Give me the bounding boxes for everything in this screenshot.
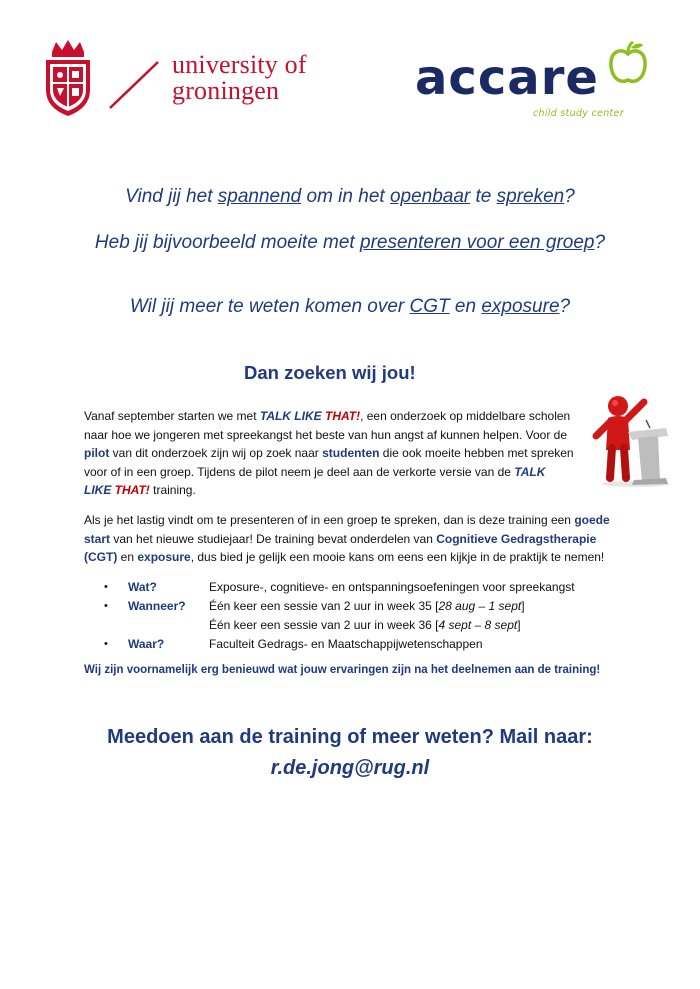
divider-slash-icon — [104, 58, 164, 112]
training-paragraph — [84, 511, 624, 567]
text: training. — [149, 483, 196, 497]
bullet: • — [104, 600, 108, 612]
q1-underlined: spannend — [217, 186, 302, 207]
accare-subtitle: child study center — [533, 108, 624, 119]
value-text: ] — [521, 599, 525, 613]
q2-part: Heb jij bijvoorbeeld moeite met — [94, 232, 360, 253]
q1-underlined: spreken — [496, 186, 565, 207]
text: die ook moeite hebben met spreken voor of in een groep. Tijdens de pilot neem je deel aan de verkorte versie van de — [84, 446, 574, 479]
value-text: Één keer een sessie van 2 uur in week 35 [ — [209, 599, 439, 613]
question-1 — [0, 186, 700, 208]
date-range: 28 aug – 1 sept — [438, 599, 522, 613]
rug-wordmark-line1: university of — [172, 50, 307, 79]
item-value: Faculteit Gedrags- en Maatschappijwetenschappen — [209, 637, 483, 651]
university-crest-icon — [42, 38, 94, 118]
q1-part: om in het — [301, 186, 390, 207]
studenten-emphasis: studenten — [322, 446, 380, 460]
seeking-heading: Dan zoeken wij jou! — [244, 362, 416, 383]
exposure-emphasis: exposure — [137, 550, 191, 564]
text: van dit onderzoek zijn wij op zoek naar — [109, 446, 323, 460]
speaker-podium-icon — [588, 388, 678, 488]
item-label: Wanneer? — [128, 599, 186, 613]
rug-wordmark — [172, 52, 307, 104]
pilot-emphasis: pilot — [84, 446, 110, 460]
q2-underlined: presenteren voor een groep — [360, 232, 595, 253]
email-link[interactable]: r.de.jong@rug.nl — [270, 757, 430, 779]
cgt-emphasis: Cognitieve Gedragstherapie (CGT) — [84, 531, 597, 564]
item-value — [209, 616, 521, 635]
call-to-action — [0, 726, 700, 780]
that: THAT! — [324, 409, 361, 423]
q3-part: ? — [559, 296, 571, 317]
talk-like: TALK LIKE — [259, 409, 325, 423]
cta-text: Meedoen aan de training of meer weten? Mail naar: — [107, 726, 593, 748]
q1-underlined: openbaar — [389, 186, 471, 207]
item-value — [209, 597, 525, 616]
q3-part: en — [449, 296, 482, 317]
date-range: 4 sept – 8 sept — [438, 618, 518, 632]
item-label: Wat? — [128, 580, 157, 594]
bullet: • — [104, 638, 108, 650]
text: en — [117, 550, 138, 564]
question-2 — [0, 232, 700, 254]
value-text: Één keer een sessie van 2 uur in week 36 [ — [209, 618, 439, 632]
q1-part: ? — [564, 186, 575, 207]
goede-start-emphasis: goede start — [84, 513, 610, 546]
q1-part: te — [470, 186, 497, 207]
closing-note: Wij zijn voornamelijk erg benieuwd wat jouw ervaringen zijn na het deelnemen aan de training! — [84, 664, 601, 676]
q3-part: Wil jij meer te weten komen over — [129, 296, 410, 317]
header — [0, 0, 700, 140]
intro-paragraph — [84, 407, 574, 500]
apple-icon — [608, 40, 648, 86]
question-3 — [0, 296, 700, 318]
item-label: Waar? — [128, 637, 165, 651]
that: THAT! — [114, 483, 150, 497]
text: , dus bied je gelijk een mooie kans om eens een kijkje in de praktijk te nemen! — [190, 550, 605, 564]
q1-part: Vind jij het — [125, 186, 218, 207]
text: , een onderzoek op middelbare scholen naar hoe we jongeren met spreekangst het beste van hun angst af kunnen helpen. Voor de — [84, 409, 571, 442]
q2-part: ? — [594, 232, 606, 253]
rug-wordmark-line2: groningen — [172, 76, 280, 105]
value-text: ] — [517, 618, 521, 632]
talk-like: TALK LIKE — [84, 464, 546, 497]
item-value: Exposure-, cognitieve- en ontspanningsoefeningen voor spreekangst — [209, 580, 575, 594]
text: Vanaf september starten we met — [84, 409, 260, 423]
text: van het nieuwe studiejaar! De training bevat onderdelen van — [110, 531, 437, 546]
accare-logo — [415, 38, 655, 124]
text: Als je het lastig vindt om te presenteren of in een groep te spreken, dan is deze training een — [84, 513, 575, 527]
accare-wordmark: accare — [415, 50, 599, 106]
bullet: • — [104, 581, 108, 593]
q3-underlined: exposure — [481, 296, 560, 317]
q3-underlined: CGT — [409, 296, 450, 317]
